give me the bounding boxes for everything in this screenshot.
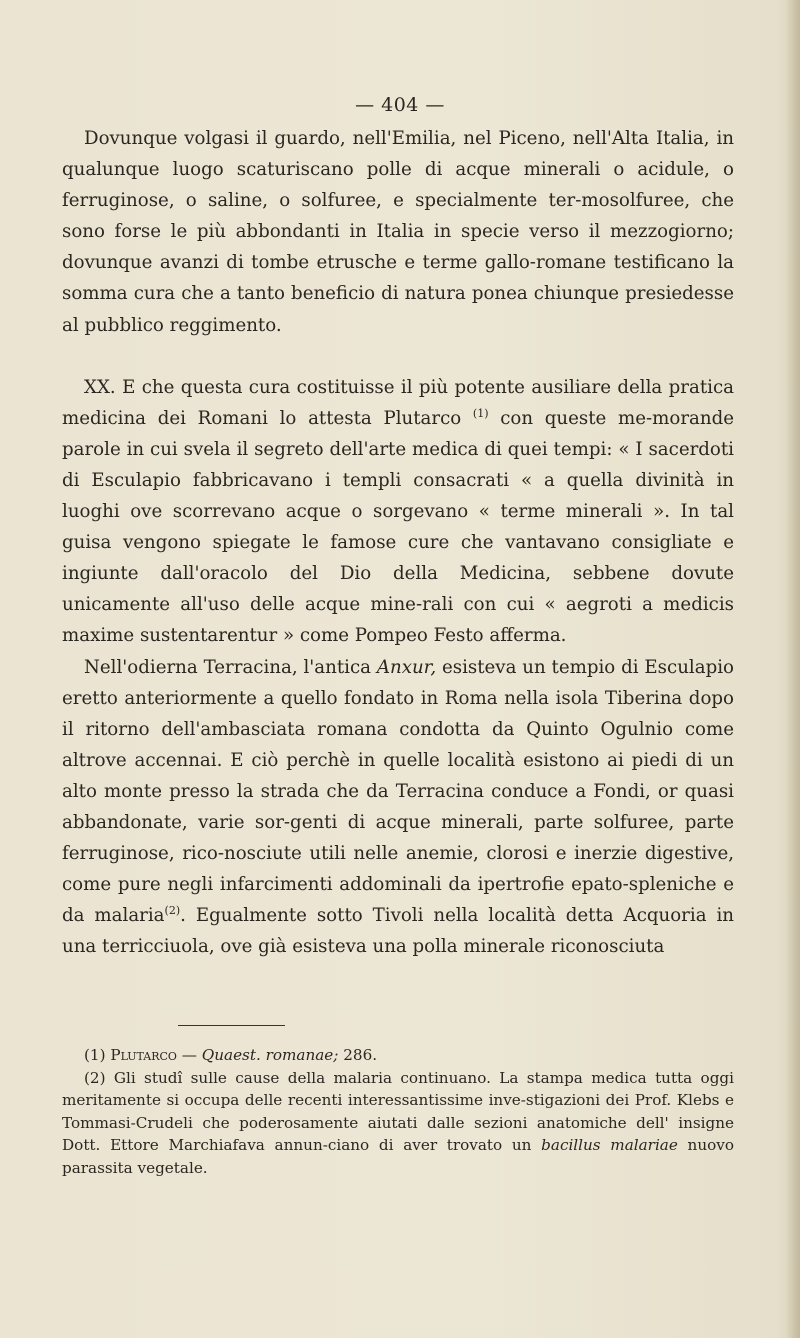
footnote-2-text-a: Gli studî sulle cause della malaria continuano. La stampa medica tutta oggi meritamente si occupa delle recenti interessantissime inve-stigazioni dei Prof. Klebs e Tommasi-Crudeli che poderosamente aiutati dalle sezioni anatomiche dell' insigne Dott. Ettore Marchiafava annun-ciano di aver trovato un xyxy=(62,1068,734,1155)
footnote-2-number: (2) xyxy=(84,1068,106,1087)
paragraph-3-italic-anxur: Anxur, xyxy=(376,656,437,678)
footnote-1 xyxy=(62,1044,734,1067)
footnote-1-author: Plutarco xyxy=(110,1046,177,1064)
footnotes xyxy=(62,1044,734,1180)
footnote-ref-2: (2) xyxy=(164,904,181,918)
footnote-2 xyxy=(62,1067,734,1180)
page-edge-shadow xyxy=(786,0,800,1338)
footnote-1-title: Quaest. romanae; xyxy=(201,1046,339,1064)
footnote-1-number: (1) xyxy=(84,1046,106,1064)
paragraph-1-text: Dovunque volgasi il guardo, nell'Emilia, nel Piceno, nell'Alta Italia, in qualunque luogo scaturiscano polle di acque minerali o acidule, o ferruginose, o saline, o solfuree, e specialmente ter-mosolfuree, che sono forse le più abbondanti in Italia in specie verso il mezzogiorno; dovunque avanzi di tombe etrusche e terme gallo-romane testificano la somma cura che a tanto beneficio di natura ponea chiunque presiedesse al pubblico reggimento. xyxy=(62,128,734,336)
paragraph-3-text-a: Nell'odierna Terracina, l'antica xyxy=(84,656,377,678)
page-number-header: — 404 — xyxy=(355,94,445,116)
paragraph-2 xyxy=(62,372,734,652)
footnote-1-page: 286. xyxy=(338,1046,378,1064)
paragraph-2-text-b: con queste me-morande parole in cui svela il segreto dell'arte medica di quei tempi: « I sacerdoti di Esculapio fabbricavano i templi consacrati « a quella divinità in luoghi ove scorrevano acque o sorgevano « terme minerali ». In tal guisa vengono spiegate le famose cure che vantavano consigliate e ingiunte dall'oracolo del Dio della Medicina, sebbene dovute unicamente all'uso delle acque mine-rali con cui « aegroti a medicis maxime sustentarentur » come Pompeo Festo afferma. xyxy=(62,407,734,647)
footnote-ref-1: (1) xyxy=(472,406,489,420)
main-text xyxy=(62,123,734,962)
paragraph-1 xyxy=(62,123,734,341)
footnote-2-italic: bacillus malariae xyxy=(541,1136,678,1155)
footnote-1-separator: — xyxy=(176,1046,202,1064)
paragraph-3 xyxy=(62,652,734,963)
paragraph-3-text-b: esisteva un tempio di Esculapio eretto anteriormente a quello fondato in Roma nella isola Tiberina dopo il ritorno dell'ambasciata romana condotta da Quinto Ogulnio come altrove accennai. E ciò perchè in quelle località esistono ai piedi di un alto monte presso la strada che da Terracina conduce a Fondi, or quasi abbandonate, varie sor-genti di acque minerali, parte solfuree, parte ferruginose, rico-nosciute utili nelle anemie, clorosi e inerzie digestive, come pure negli infarcimenti addominali da ipertrofie epato-spleniche e da malaria xyxy=(62,656,734,927)
footnote-separator xyxy=(178,1025,285,1026)
paragraph-3-text-c: . Egualmente sotto Tivoli nella località detta Acquoria in una terricciuola, ove già esisteva una polla minerale riconosciuta xyxy=(62,905,734,958)
paragraph-2-text-a: XX. E che questa cura costituisse il più potente ausiliare della pratica medicina dei Romani lo attesta Plutarco xyxy=(62,376,734,429)
footnote-2-text-b: nuovo parassita vegetale. xyxy=(62,1136,734,1177)
